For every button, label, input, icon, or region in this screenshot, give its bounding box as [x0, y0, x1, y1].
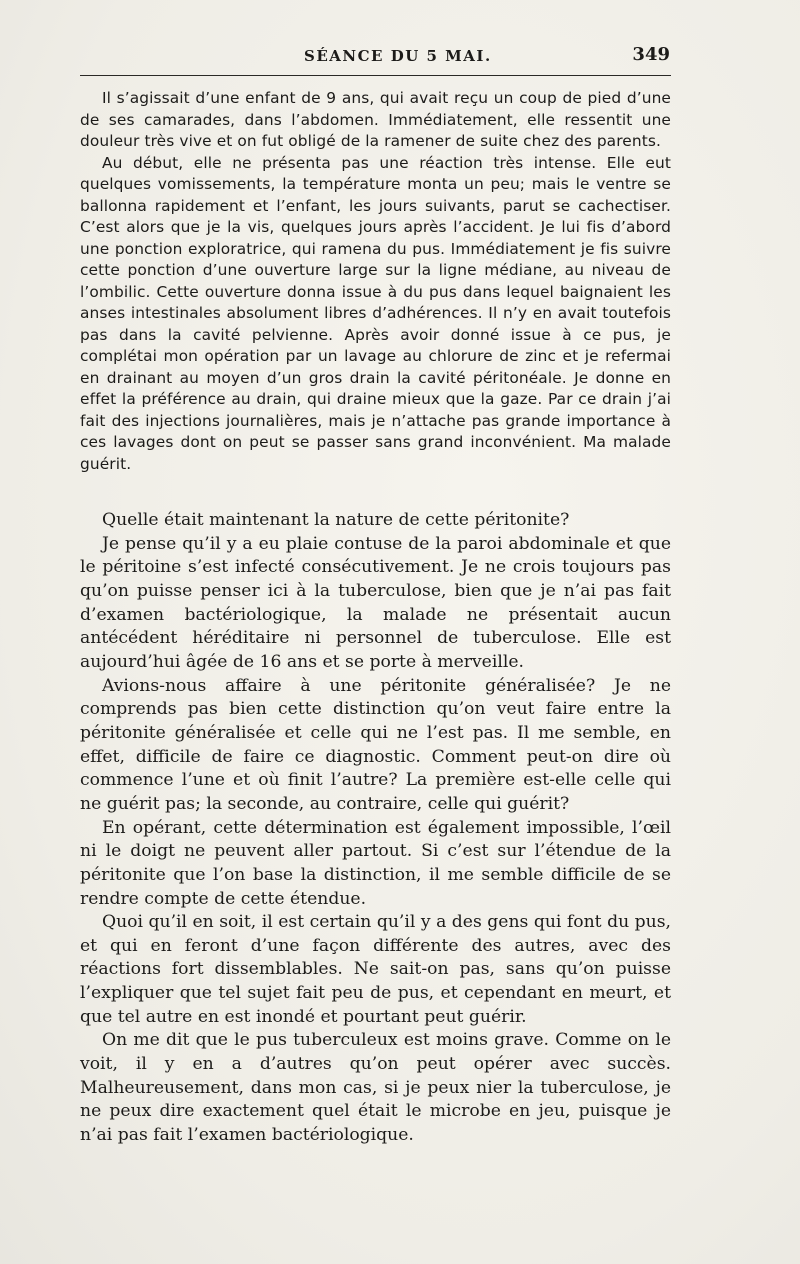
paragraph: Il s’agissait d’une enfant de 9 ans, qui avait reçu un coup de pied d’une de ses camarades, dans l’abdomen. Immédiatement, elle ressentit une douleur très vive et on fut obligé de la ramener de suite chez des parents.: [80, 89, 671, 150]
paragraph: On me dit que le pus tuberculeux est moins grave. Comme on le voit, il y en a d’autres qu’on peut opérer avec succès. Malheureusement, dans mon cas, si je peux nier la tuberculose, je ne peux dire exactement quel était le microbe en jeu, puisque je n’ai pas fait l’examen bactériologique.: [80, 1030, 671, 1146]
paragraph: Avions-nous affaire à une péritonite généralisée? Je ne comprends pas bien cette distinction qu’on veut faire entre la péritonite généralisée et celle qui ne l’est pas. Il me semble, en effet, difficile de faire ce diagnostic. Comment peut-on dire où commence l’une et où finit l’autre? La première est-elle celle qui ne guérit pas; la seconde, au contraire, celle qui guérit?: [80, 675, 671, 814]
header-rule: [80, 75, 671, 76]
discussion-text: [80, 509, 671, 1148]
page-number: 349: [632, 44, 670, 65]
case-report-text: [80, 88, 671, 475]
running-head: SÉANCE DU 5 MAI.: [304, 47, 492, 65]
paragraph: Je pense qu’il y a eu plaie contuse de la paroi abdominale et que le péritoine s’est infecté consécutivement. Je ne crois toujours pas qu’on puisse penser ici à la tuberculose, bien que je n’ai pas fait d’examen bactériologique, la malade ne présentait aucun antécédent héréditaire ni personnel de tuberculose. Elle est aujourd’hui âgée de 16 ans et se porte à merveille.: [80, 533, 671, 672]
paragraph: En opérant, cette détermination est également impossible, l’œil ni le doigt ne peuvent aller partout. Si c’est sur l’étendue de la péritonite que l’on base la distinction, il me semble difficile de se rendre compte de cette étendue.: [80, 817, 671, 909]
paragraph: Au début, elle ne présenta pas une réaction très intense. Elle eut quelques vomissements, la température monta un peu; mais le ventre se ballonna rapidement et l’enfant, les jours suivants, parut se cachectiser. C’est alors que je la vis, quelques jours après l’accident. Je lui fis d’abord une ponction exploratrice, qui ramena du pus. Immédiatement je fis suivre cette ponction d’une ouverture large sur la ligne médiane, au niveau de l’ombilic. Cette ouverture donna issue à du pus dans lequel baignaient les anses intestinales absolument libres d’adhérences. Il n’y en avait toutefois pas dans la cavité pelvienne. Après avoir donné issue à ce pus, je complétai mon opération par un lavage au chlorure de zinc et je refermai en drainant au moyen d’un gros drain la cavité péritonéale. Je donne en effet la préférence au drain, qui draine mieux que la gaze. Par ce drain j’ai fait des injections journalières, mais je n’attache pas grande importance à ces lavages dont on peut se passer sans grand inconvénient. Ma malade guérit.: [80, 153, 671, 473]
page-header: [80, 44, 670, 72]
paragraph: Quelle était maintenant la nature de cette péritonite?: [102, 510, 570, 530]
paragraph: Quoi qu’il en soit, il est certain qu’il y a des gens qui font du pus, et qui en feront d’une façon différente des autres, avec des réactions fort dissemblables. Ne sait-on pas, sans qu’on puisse l’expliquer que tel sujet fait peu de pus, et cependant en meurt, et que tel autre en est inondé et pourtant peut guérir.: [80, 912, 671, 1027]
